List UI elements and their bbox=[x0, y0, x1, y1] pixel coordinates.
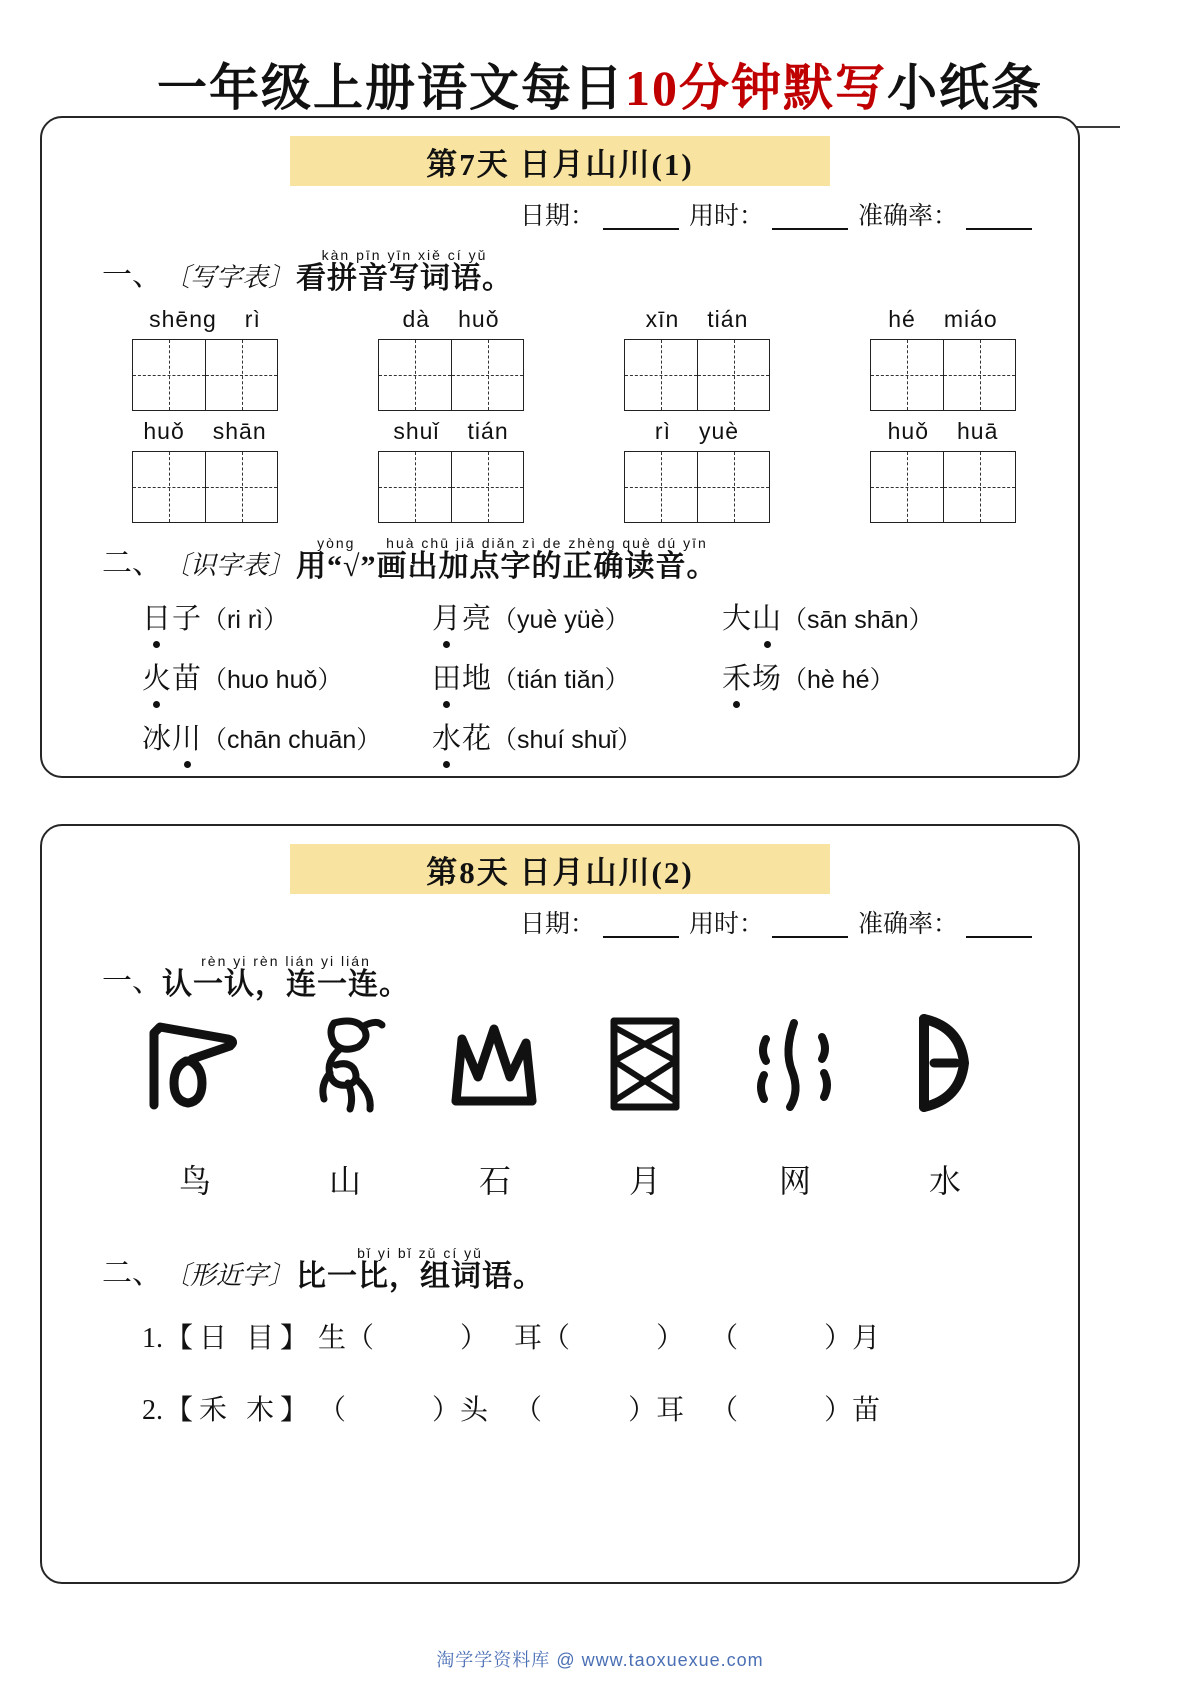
slot-suffix: ） bbox=[460, 1323, 489, 1354]
grid-pinyin-1: shuǐ bbox=[393, 418, 440, 444]
emphasis-dot bbox=[764, 641, 771, 648]
choice-options: （hè hé） bbox=[782, 666, 895, 694]
slot-suffix: ）苗 bbox=[824, 1395, 881, 1426]
date-label: 日期： bbox=[519, 203, 595, 230]
row-number: 1. bbox=[142, 1323, 163, 1354]
choice-word: 火苗 bbox=[142, 663, 203, 695]
day7-grid-row-2 bbox=[102, 418, 1038, 523]
match-character[interactable]: 石 bbox=[478, 1163, 511, 1199]
grid-pinyin-2: tián bbox=[707, 306, 749, 332]
answer-slot[interactable] bbox=[318, 1388, 488, 1428]
day8-section1-pinyin: rèn yi rèn lián yi lián bbox=[201, 953, 371, 969]
page-title-highlight: 10分钟默写 bbox=[625, 60, 887, 116]
day8-section2-text: 比一比，组词语。 bbox=[296, 1260, 545, 1293]
row-number: 2. bbox=[142, 1395, 163, 1426]
slot-suffix: ）月 bbox=[824, 1323, 881, 1354]
emphasis-dot bbox=[153, 641, 160, 648]
answer-slot[interactable] bbox=[710, 1388, 880, 1428]
page-title-prefix: 一年级上册语文每日 bbox=[157, 60, 625, 116]
grid-pinyin-1: xīn bbox=[645, 306, 680, 332]
word-grid-item bbox=[624, 418, 770, 523]
choice-word: 月亮 bbox=[432, 603, 493, 635]
slot-suffix: ） bbox=[656, 1323, 685, 1354]
day7-section2-pinyin-a: yòng bbox=[317, 535, 356, 551]
slot-suffix: ）头 bbox=[432, 1395, 489, 1426]
day7-banner bbox=[290, 136, 830, 186]
day8-banner bbox=[290, 844, 830, 894]
emphasis-dot bbox=[153, 701, 160, 708]
slot-prefix: （ bbox=[710, 1395, 739, 1426]
day8-compare-row-1 bbox=[142, 1316, 1038, 1356]
day8-section2 bbox=[102, 1246, 1038, 1292]
tianzige-grid[interactable] bbox=[378, 339, 524, 411]
choice-item[interactable] bbox=[432, 716, 642, 757]
slot-prefix: 生（ bbox=[318, 1323, 375, 1354]
day8-section1-number: 一、 bbox=[102, 965, 162, 998]
day7-section1-pinyin: kàn pīn yīn xiě cí yǔ bbox=[321, 247, 488, 263]
grid-pinyin-1: huǒ bbox=[887, 418, 929, 444]
match-character[interactable]: 山 bbox=[328, 1163, 361, 1199]
choice-word: 日子 bbox=[142, 603, 203, 635]
match-character[interactable]: 网 bbox=[778, 1163, 811, 1199]
day8-glyph-row bbox=[102, 1008, 1038, 1118]
worksheet-card-day7 bbox=[40, 116, 1080, 778]
tianzige-grid[interactable] bbox=[378, 451, 524, 523]
day7-section2-pinyin-b: huà chū jiā diǎn zì de zhèng què dú yīn bbox=[386, 535, 708, 551]
date-label: 日期： bbox=[519, 911, 595, 938]
day7-section2-text-b: 画出加点字的正确读音。 bbox=[376, 550, 718, 583]
answer-slot[interactable] bbox=[514, 1388, 684, 1428]
date-blank[interactable] bbox=[603, 914, 679, 938]
day7-section2-number: 二、 bbox=[102, 547, 162, 580]
choice-word: 大山 bbox=[722, 603, 783, 635]
grid-pinyin-1: dà bbox=[402, 306, 431, 332]
oracle-bone-niao-icon[interactable] bbox=[280, 1008, 410, 1118]
word-grid-item bbox=[624, 306, 770, 411]
choice-options: （shuí shuǐ） bbox=[492, 726, 643, 754]
day7-section1-text: 看拼音写词语。 bbox=[296, 262, 514, 295]
word-grid-item bbox=[870, 306, 1016, 411]
day7-grid-row-1 bbox=[102, 306, 1038, 411]
tianzige-grid[interactable] bbox=[870, 451, 1016, 523]
slot-prefix: （ bbox=[514, 1395, 543, 1426]
grid-pinyin-2: huā bbox=[957, 418, 999, 444]
day8-section2-pinyin: bǐ yi bǐ zǔ cí yǔ bbox=[357, 1245, 483, 1261]
choice-item[interactable] bbox=[142, 596, 432, 637]
grid-pinyin-2: miáo bbox=[943, 306, 998, 332]
accuracy-blank[interactable] bbox=[966, 206, 1032, 230]
word-grid-item bbox=[378, 418, 524, 523]
choice-options: （yuè yüè） bbox=[492, 606, 630, 634]
choice-options: （ri rì） bbox=[202, 606, 289, 634]
answer-slot[interactable] bbox=[514, 1316, 684, 1356]
word-grid-item bbox=[378, 306, 524, 411]
date-blank[interactable] bbox=[603, 206, 679, 230]
character-pair: 【日 目】 bbox=[165, 1323, 315, 1354]
choice-item[interactable] bbox=[142, 656, 432, 697]
tianzige-grid[interactable] bbox=[870, 339, 1016, 411]
choice-item[interactable] bbox=[142, 716, 432, 757]
accuracy-label: 准确率： bbox=[857, 911, 958, 938]
choice-item[interactable] bbox=[432, 656, 722, 697]
emphasis-dot bbox=[443, 641, 450, 648]
grid-pinyin-2: tián bbox=[467, 418, 509, 444]
oracle-bone-wang-icon[interactable] bbox=[580, 1008, 710, 1118]
tianzige-grid[interactable] bbox=[624, 451, 770, 523]
emphasis-dot bbox=[184, 761, 191, 768]
tianzige-grid[interactable] bbox=[132, 451, 278, 523]
day7-section1-tag: 〔写字表〕 bbox=[164, 263, 295, 292]
footer-watermark: 淘学学资料库 @ www.taoxuexue.com bbox=[436, 1650, 764, 1670]
grid-pinyin-1: shēng bbox=[149, 306, 217, 332]
choice-word: 田地 bbox=[432, 663, 493, 695]
time-label: 用时： bbox=[688, 203, 764, 230]
day7-section2-text-a: 用“√” bbox=[296, 550, 377, 583]
emphasis-dot bbox=[443, 761, 450, 768]
oracle-bone-shui-icon[interactable] bbox=[730, 1008, 860, 1118]
day8-banner-text: 第8天 日月山川(2) bbox=[426, 854, 694, 890]
slot-suffix: ）耳 bbox=[628, 1395, 685, 1426]
time-label: 用时： bbox=[688, 911, 764, 938]
choice-options: （tián tiǎn） bbox=[492, 666, 630, 694]
oracle-bone-shan-icon[interactable] bbox=[430, 1008, 560, 1118]
grid-pinyin-2: yuè bbox=[698, 418, 740, 444]
tianzige-grid[interactable] bbox=[132, 339, 278, 411]
worksheet-card-day8 bbox=[40, 824, 1080, 1584]
day7-section2-tag: 〔识字表〕 bbox=[164, 551, 295, 580]
day7-section1 bbox=[102, 248, 1038, 294]
choice-options: （huo huǒ） bbox=[202, 666, 343, 694]
grid-pinyin-2: huǒ bbox=[458, 306, 500, 332]
day7-section1-number: 一、 bbox=[102, 259, 162, 292]
grid-pinyin-2: rì bbox=[244, 306, 261, 332]
word-grid-item bbox=[132, 306, 278, 411]
day8-section1-text: 认一认，连一连。 bbox=[162, 968, 410, 1001]
accuracy-blank[interactable] bbox=[966, 914, 1032, 938]
choice-item[interactable] bbox=[722, 656, 895, 697]
character-pair: 【禾 木】 bbox=[165, 1395, 315, 1426]
grid-pinyin-1: huǒ bbox=[143, 418, 185, 444]
word-grid-item bbox=[870, 418, 1016, 523]
tianzige-grid[interactable] bbox=[624, 339, 770, 411]
day7-section2-heading bbox=[102, 536, 1038, 582]
answer-slot[interactable] bbox=[710, 1316, 880, 1356]
day7-choice-row-2 bbox=[142, 656, 1038, 697]
grid-pinyin-1: rì bbox=[654, 418, 671, 444]
day7-section2 bbox=[102, 536, 1038, 582]
grid-pinyin-2: shān bbox=[212, 418, 267, 444]
grid-pinyin-1: hé bbox=[888, 306, 916, 332]
day8-compare-row-2 bbox=[142, 1388, 1038, 1428]
day8-section2-heading bbox=[102, 1246, 1038, 1292]
choice-options: （chān chuān） bbox=[202, 726, 382, 754]
day8-section1-heading bbox=[102, 954, 1038, 1000]
choice-item[interactable] bbox=[432, 596, 722, 637]
day8-section2-number: 二、 bbox=[102, 1257, 162, 1290]
day7-meta-row bbox=[520, 196, 1032, 232]
slot-prefix: 耳（ bbox=[514, 1323, 571, 1354]
time-blank[interactable] bbox=[772, 206, 848, 230]
choice-word: 禾场 bbox=[722, 663, 783, 695]
day7-choice-row-1 bbox=[142, 596, 1038, 637]
choice-item[interactable] bbox=[722, 596, 933, 637]
day8-section2-tag: 〔形近字〕 bbox=[164, 1261, 295, 1290]
slot-prefix: （ bbox=[710, 1323, 739, 1354]
oracle-bone-yue-icon[interactable] bbox=[880, 1008, 1010, 1118]
accuracy-label: 准确率： bbox=[857, 203, 958, 230]
choice-options: （sān shān） bbox=[782, 606, 934, 634]
day7-section1-heading bbox=[102, 248, 1038, 294]
match-character[interactable]: 鸟 bbox=[178, 1163, 211, 1199]
day7-choice-row-3 bbox=[142, 716, 1038, 757]
time-blank[interactable] bbox=[772, 914, 848, 938]
match-character[interactable]: 月 bbox=[628, 1163, 661, 1199]
choice-word: 冰川 bbox=[142, 723, 203, 755]
day8-character-row bbox=[102, 1156, 1038, 1202]
page-title bbox=[0, 0, 1200, 120]
word-grid-item bbox=[132, 418, 278, 523]
slot-prefix: （ bbox=[318, 1395, 347, 1426]
match-character[interactable]: 水 bbox=[928, 1163, 961, 1199]
oracle-bone-shi-icon[interactable] bbox=[130, 1008, 260, 1118]
emphasis-dot bbox=[733, 701, 740, 708]
emphasis-dot bbox=[443, 701, 450, 708]
day8-meta-row bbox=[520, 904, 1032, 940]
answer-slot[interactable] bbox=[318, 1316, 488, 1356]
day8-section1 bbox=[102, 954, 1038, 1000]
page-title-suffix: 小纸条 bbox=[887, 60, 1043, 116]
day7-banner-text: 第7天 日月山川(1) bbox=[426, 146, 694, 182]
choice-word: 水花 bbox=[432, 723, 493, 755]
